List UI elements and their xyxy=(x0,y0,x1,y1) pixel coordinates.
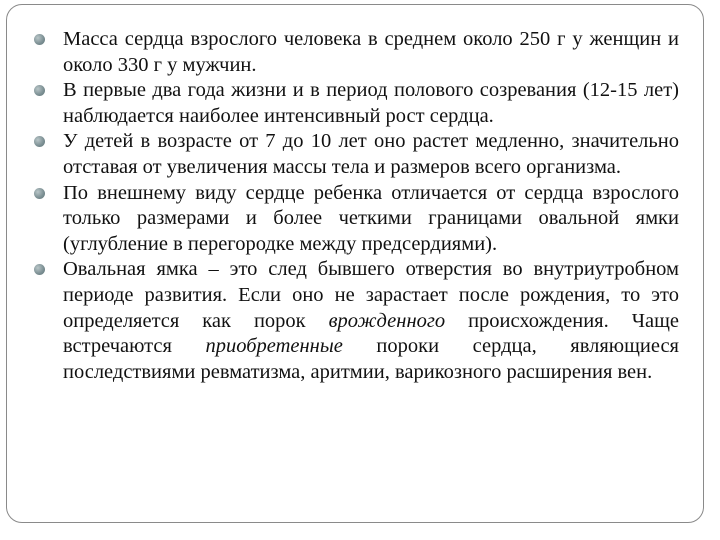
bullet-icon xyxy=(34,34,45,45)
slide-frame xyxy=(6,4,704,523)
text-segment: Овальная ямка – это след бывшего отверстия во внутриутробном периоде развития. Если оно не зарастает после рождения, то это определяется как порок xyxy=(63,258,679,332)
bullet-icon xyxy=(34,85,45,96)
item-text: Масса сердца взрослого человека в среднем около 250 г у женщин и около 330 г у мужчин. xyxy=(63,28,679,76)
list-item xyxy=(63,78,679,129)
list-item xyxy=(63,257,679,385)
list-item xyxy=(63,129,679,180)
item-text xyxy=(63,257,679,385)
bullet-icon xyxy=(34,188,45,199)
list-item xyxy=(63,181,679,258)
item-text: У детей в возрасте от 7 до 10 лет оно растет медленно, значительно отставая от увеличения массы тела и размеров всего организма. xyxy=(63,130,679,178)
text-segment: происхождения. Чаще встречаются xyxy=(63,309,679,358)
text-segment: пороки сердца, являющиеся последствиями ревматизма, аритмии, варикозного расширения вен. xyxy=(63,335,679,383)
bullet-icon xyxy=(34,136,45,147)
item-text: В первые два года жизни и в период полового созревания (12-15 лет) наблюдается наиболее интенсивный рост сердца. xyxy=(63,79,679,127)
bullet-list xyxy=(63,27,679,385)
italic-term-congenital: врожденного xyxy=(328,309,446,332)
italic-term-acquired: приобретенные xyxy=(205,335,343,358)
item-text: По внешнему виду сердце ребенка отличается от сердца взрослого только размерами и более четкими границами овальной ямки (углубление в перегородке между предсердиями). xyxy=(63,181,679,255)
list-item xyxy=(63,27,679,78)
bullet-icon xyxy=(34,264,45,275)
